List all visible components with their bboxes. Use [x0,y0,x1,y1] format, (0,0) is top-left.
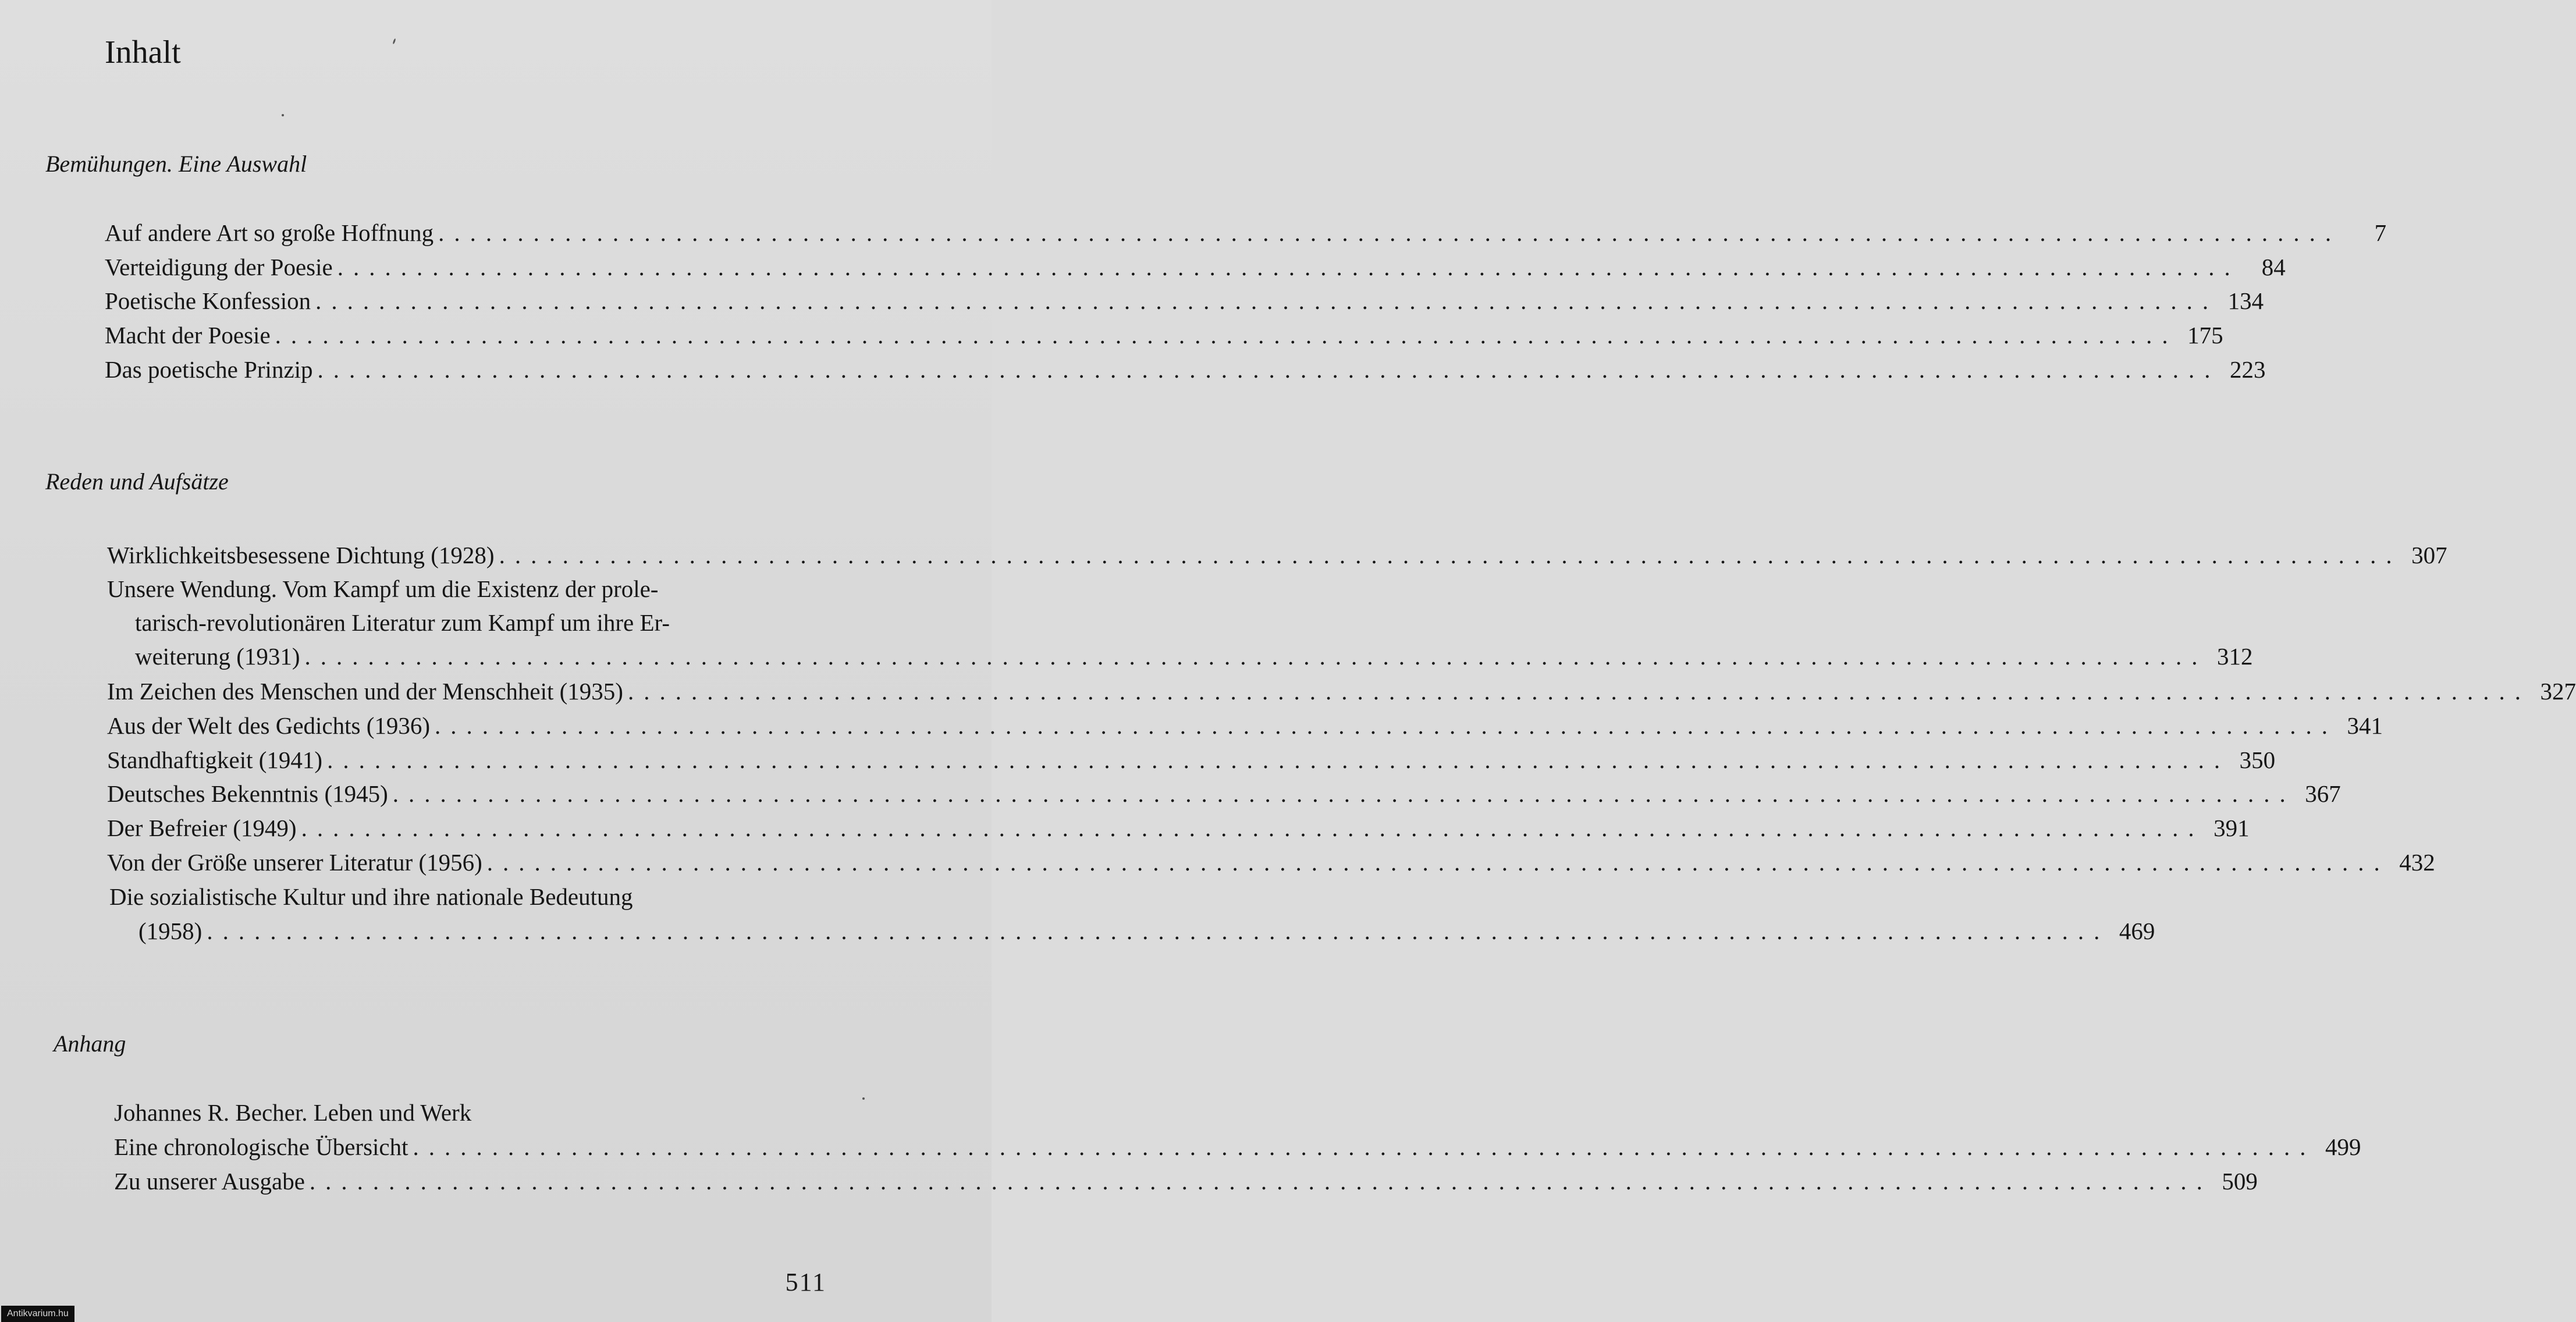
toc-entry [107,675,2576,708]
toc-entry-page: 469 [2119,918,2155,944]
toc-entry [138,915,2155,947]
toc-entry-page: 175 [2187,322,2223,349]
toc-entry [107,709,2383,742]
leader-dots: ........................................................................................................................ [317,356,2220,383]
section-heading-reden: Reden und Aufsätze [45,468,229,495]
toc-entry [107,812,2250,844]
toc-entry-continued [135,606,826,639]
leader-dots: ........................................................................................................................ [309,1168,2212,1195]
leader-dots: ........................................................................................................................ [392,780,2296,807]
toc-entry-page: 367 [2305,780,2341,807]
paper-speck [862,1097,865,1100]
toc-entry-title: Verteidigung der Poesie [105,254,333,280]
toc-entry [105,319,2223,351]
leader-dots: ........................................................................................................................ [627,678,2531,705]
paper-speck [282,114,284,116]
leader-dots: ........................................................................................................................ [327,747,2230,773]
source-watermark: Antikvarium.hu [1,1306,74,1322]
toc-entry [105,285,2264,317]
leader-dots: ........................................................................................................................ [499,542,2402,568]
leader-dots: ........................................................................................................................ [486,849,2390,876]
toc-entry-title-line: Die sozialistische Kultur und ihre nationale Bedeutung [109,883,633,910]
paper-speck [392,38,396,44]
leader-dots: ........................................................................................................................ [207,918,2110,944]
toc-entry [105,216,2387,249]
toc-entry [105,251,2286,283]
toc-entry-title: Macht der Poesie [105,322,271,349]
toc-entry-title: Deutsches Bekenntnis (1945) [107,780,388,807]
toc-entry-page: 7 [2374,219,2387,246]
toc-entry-title: weiterung (1931) [135,643,300,670]
toc-entry-title: Zu unserer Ausgabe [114,1168,305,1195]
toc-entry-title: Eine chronologische Übersicht [114,1133,408,1160]
leader-dots: ........................................................................................................................ [438,219,2342,246]
section-heading-anhang: Anhang [54,1030,126,1057]
toc-entry-page: 499 [2325,1133,2361,1160]
leader-dots: ........................................................................................................................ [275,322,2178,349]
toc-entry [107,777,2341,810]
toc-entry-page: 350 [2239,747,2276,773]
toc-entry [107,846,2435,879]
toc-entry-page: 307 [2411,542,2447,568]
toc-entry-page: 341 [2347,712,2383,739]
leader-dots: ........................................................................................................................ [315,287,2219,314]
toc-entry-page: 134 [2227,287,2264,314]
toc-entry-title: Im Zeichen des Menschen und der Menschheit (1935) [107,678,623,705]
toc-entry-title-line: Johannes R. Becher. Leben und Werk [114,1099,472,1126]
toc-entry-title-line: tarisch-revolutionären Literatur zum Kampf um ihre Er- [135,609,670,636]
leader-dots: ........................................................................................................................ [301,815,2204,841]
toc-entry-page: 84 [2261,254,2286,280]
toc-entry-page: 312 [2217,643,2253,670]
toc-entry [105,353,2266,386]
toc-entry-page: 327 [2540,678,2576,705]
page-title: Inhalt [105,34,181,70]
leader-dots: ........................................................................................................................ [413,1133,2316,1160]
toc-entry [107,744,2276,776]
toc-entry-title: Poetische Konfession [105,287,311,314]
toc-entry-continued [114,1096,827,1129]
toc-entry-title: Das poetische Prinzip [105,356,313,383]
toc-entry [135,640,2253,673]
leader-dots: ........................................................................................................................ [337,254,2240,280]
toc-entry-title: Standhaftigkeit (1941) [107,747,323,773]
toc-entry-continued [107,573,826,605]
toc-entry-title: Von der Größe unserer Literatur (1956) [107,849,482,876]
toc-entry-title-line: Unsere Wendung. Vom Kampf um die Existenz der prole- [107,575,659,602]
page-number: 511 [785,1268,826,1296]
section-heading-bemuehungen: Bemühungen. Eine Auswahl [45,151,307,177]
leader-dots: ........................................................................................................................ [304,643,2208,670]
toc-entry-title: Aus der Welt des Gedichts (1936) [107,712,431,739]
toc-entry-page: 509 [2222,1168,2258,1195]
toc-entry-continued [109,880,826,913]
toc-entry-title: Der Befreier (1949) [107,815,297,841]
toc-entry-title: Auf andere Art so große Hoffnung [105,219,434,246]
toc-entry-page: 391 [2213,815,2250,841]
toc-entry [114,1165,2258,1197]
toc-entry [107,539,2447,571]
leader-dots: ........................................................................................................................ [435,712,2338,739]
toc-entry-title: Wirklichkeitsbesessene Dichtung (1928) [107,542,495,568]
toc-entry-title: (1958) [138,918,202,944]
toc-entry [114,1131,2361,1163]
toc-entry-page: 223 [2230,356,2266,383]
toc-entry-page: 432 [2399,849,2435,876]
